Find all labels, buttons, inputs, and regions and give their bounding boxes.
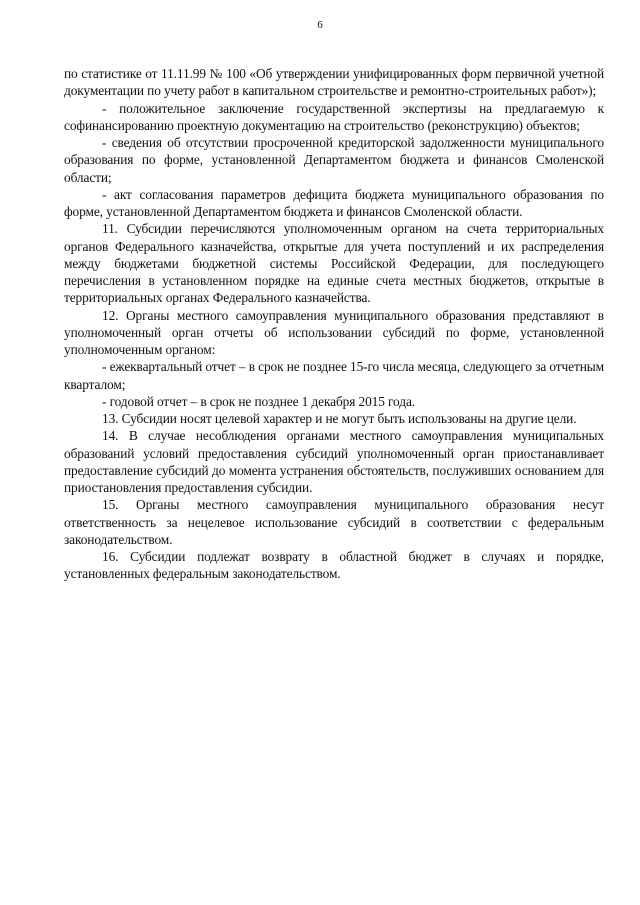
- paragraph: - годовой отчет – в срок не позднее 1 декабря 2015 года.: [102, 393, 415, 409]
- paragraph: - ежеквартальный отчет – в срок не позднее 15-го числа месяца, следующего за отчетным кварталом;: [64, 359, 604, 392]
- page-number: 6: [317, 19, 323, 31]
- paragraph: - акт согласования параметров дефицита бюджета муниципального образования по форме, установленной Департаментом бюджета и финансов Смоленской области.: [64, 186, 604, 219]
- document-body: [64, 65, 604, 583]
- paragraph: 15. Органы местного самоуправления муниципального образования несут ответственность за нецелевое использование субсидий в соответствии с федеральным законодательством.: [64, 497, 604, 547]
- paragraph: - положительное заключение государственной экспертизы на предлагаемую к софинансированию проектную документацию на строительство (реконструкцию) объектов;: [64, 100, 604, 133]
- paragraph: - сведения об отсутствии просроченной кредиторской задолженности муниципального образования по форме, установленной Департаментом бюджета и финансов Смоленской области;: [64, 135, 604, 185]
- paragraph: 14. В случае несоблюдения органами местного самоуправления муниципальных образований условий предоставления субсидий уполномоченный орган приостанавливает предоставление субсидий до момента устранения обстоятельств, послуживших основанием для приостановления предоставления субсидии.: [64, 428, 604, 495]
- paragraph: 12. Органы местного самоуправления муниципального образования представляют в уполномоченный орган отчеты об использовании субсидий по форме, установленной уполномоченным органом:: [64, 307, 604, 357]
- paragraph: 11. Субсидии перечисляются уполномоченным органом на счета территориальных органов Федерального казначейства, открытые для учета поступлений и их распределения между бюджетами бюджетной системы Российской Федерации, для последующего перечисления в установленном порядке на единые счета местных бюджетов, открытые в территориальных органах Федерального казначейства.: [64, 221, 604, 306]
- paragraph: 13. Субсидии носят целевой характер и не могут быть использованы на другие цели.: [102, 411, 577, 426]
- paragraph: 16. Субсидии подлежат возврату в областной бюджет в случаях и порядке, установленных федеральным законодательством.: [64, 549, 604, 582]
- paragraph: по статистике от 11.11.99 № 100 «Об утверждении унифицированных форм первичной учетной документации по учету работ в капитальном строительстве и ремонтно-строительных работ»);: [64, 66, 604, 99]
